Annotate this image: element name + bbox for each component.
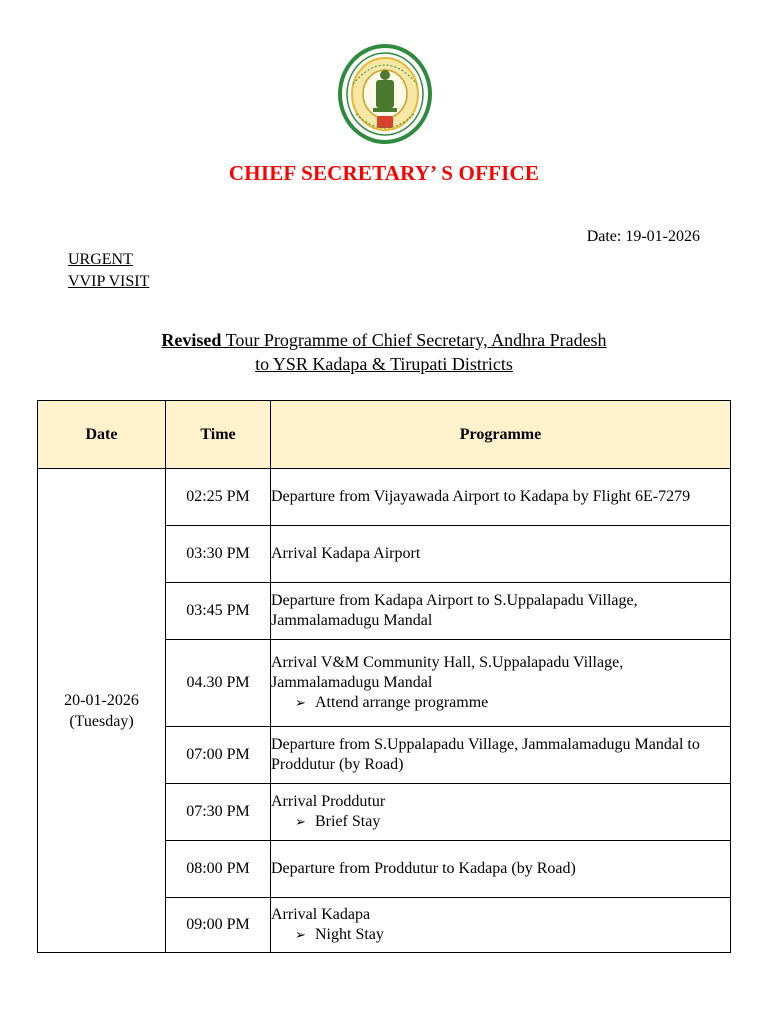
office-title: CHIEF SECRETARY’ S OFFICE [228,161,540,185]
subject-line-2-text: to YSR Kadapa & Tirupati Districts [255,354,513,374]
time-cell: 07:00 PM [166,727,271,784]
revised-word: Revised [161,330,222,350]
urgent-label: URGENT [68,251,133,268]
programme-cell [271,898,731,953]
date-cell [38,469,166,953]
time-cell: 02:25 PM [166,469,271,526]
time-cell: 04.30 PM [166,640,271,727]
day-value: (Tuesday) [69,712,134,730]
programme-text: Arrival Kadapa Airport [271,545,421,562]
subject-line-2 [0,352,768,376]
table-header-row [38,401,731,469]
programme-cell [271,784,731,841]
subject-line-1 [0,328,768,352]
programme-cell [271,640,731,727]
programme-sub-item [271,812,730,832]
header-time: Time [166,401,271,469]
tour-programme-table [37,400,731,953]
time-cell: 03:45 PM [166,583,271,640]
date-value: 20-01-2026 [64,691,139,709]
arrow-bullet-icon: ➢ [295,695,306,710]
time-cell: 07:30 PM [166,784,271,841]
document-date: Date: 19-01-2026 [586,228,700,245]
subject-heading [0,328,768,376]
programme-text: Arrival Proddutur [271,793,386,810]
programme-text: Departure from Kadapa Airport to S.Uppalapadu Village, Jammalamadugu Mandal [271,592,638,629]
programme-text: Arrival V&M Community Hall, S.Uppalapadu Village, Jammalamadugu Mandal [271,654,624,691]
programme-sub-item [271,925,730,945]
time-cell: 09:00 PM [166,898,271,953]
programme-cell [271,469,731,526]
header-date: Date [38,401,166,469]
sub-item-text: Night Stay [315,926,384,943]
programme-text: Departure from Proddutur to Kadapa (by Road) [271,860,576,877]
time-cell: 08:00 PM [166,841,271,898]
programme-cell [271,841,731,898]
table-row [38,469,731,526]
programme-cell [271,583,731,640]
sub-item-text: Brief Stay [315,813,381,830]
state-emblem [338,44,432,148]
programme-cell [271,727,731,784]
programme-sub-item [271,693,730,713]
programme-text: Departure from Vijayawada Airport to Kadapa by Flight 6E-7279 [271,488,691,505]
programme-cell [271,526,731,583]
arrow-bullet-icon: ➢ [295,814,306,829]
time-cell: 03:30 PM [166,526,271,583]
vvip-visit-label: VVIP VISIT [68,273,150,290]
programme-text: Departure from S.Uppalapadu Village, Jammalamadugu Mandal to Proddutur (by Road) [271,736,700,773]
sub-item-text: Attend arrange programme [315,694,489,711]
header-programme: Programme [271,401,731,469]
emblem-seal-icon [338,44,432,148]
arrow-bullet-icon: ➢ [295,927,306,942]
programme-text: Arrival Kadapa [271,906,371,923]
subject-line-1-rest: Tour Programme of Chief Secretary, Andhra Pradesh [221,330,607,350]
